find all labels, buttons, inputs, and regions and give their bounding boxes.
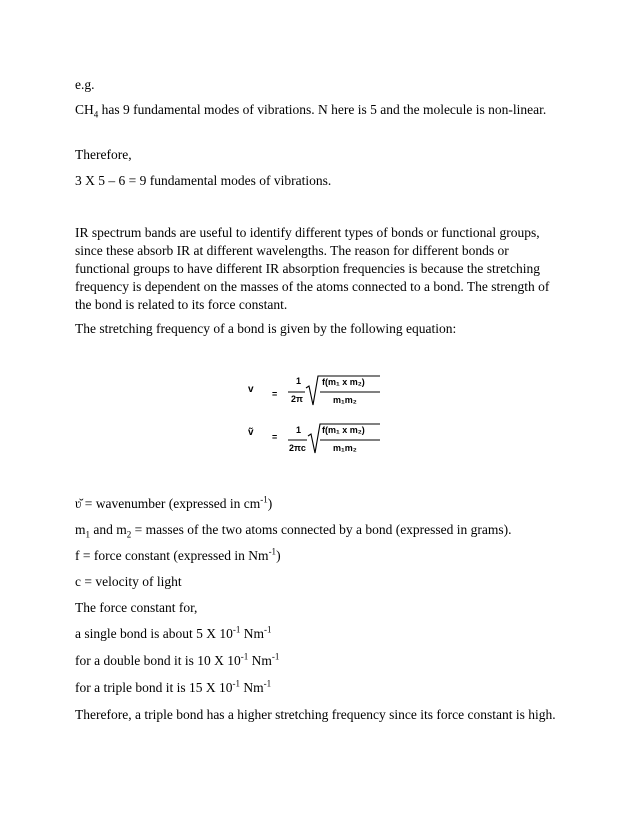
def-wavenumber: ʋ̆ = wavenumber (expressed in $cm^{-1}$) — [75, 494, 273, 511]
eq2-lhs: ṽ — [248, 427, 254, 438]
ch4-text: has 9 fundamental modes of vibrations. N here is 5 and the molecule is non-linear. — [98, 102, 547, 117]
eq2-inner-den: m₁m₂ — [333, 443, 357, 453]
eq2-equals: = — [272, 432, 278, 442]
conclusion: Therefore, a triple bond has a higher stretching frequency since its force constant is high. — [75, 707, 556, 722]
double-bond: for a double bond it is 10 X $10^{-1}$ $Nm^{-1}$ — [75, 651, 280, 668]
triple-bond: for a triple bond it is 15 X $10^{-1}$ $Nm^{-1}$ — [75, 678, 272, 695]
eg-label: e.g. — [75, 77, 95, 92]
eq1-inner-den: m₁m₂ — [333, 395, 357, 405]
eq2-inner-num: f(m₁ x m₂) — [322, 425, 365, 435]
ch4-statement — [75, 101, 565, 119]
eq2-num: 1 — [296, 425, 302, 435]
eq1-lhs: v — [248, 384, 254, 395]
def-masses: $m_1$ and $m_2$ = masses of the two atoms connected by a bond (expressed in grams). — [75, 522, 512, 540]
def-velocity: c = velocity of light — [75, 574, 182, 589]
ch4-formula: CH — [75, 102, 94, 117]
modes-calculation: 3 X 5 – 6 = 9 fundamental modes of vibrations. — [75, 173, 332, 188]
ir-paragraph: IR spectrum bands are useful to identify different types of bonds or functional groups, since these absorb IR at different wavelengths. The reason for different bonds or functional groups to have different IR absorption frequencies is because the stretching frequency is dependent on the masses of the atoms connected to a bond. The strength of the bond is related to its force constant. — [75, 225, 550, 312]
eq1-equals: = — [272, 389, 278, 399]
therefore-1: Therefore, — [75, 147, 132, 162]
eq1-inner-num: f(m₁ x m₂) — [322, 377, 365, 387]
eq2-den: 2πc — [289, 443, 306, 453]
equation-intro: The stretching frequency of a bond is given by the following equation: — [75, 321, 457, 336]
def-force: f = force constant (expressed in $Nm^{-1}$) — [75, 546, 281, 563]
eq1-den: 2π — [291, 394, 303, 404]
single-bond: a single bond is about 5 X $10^{-1}$ $Nm^{-1}$ — [75, 624, 272, 641]
ch4-subscript: 4 — [93, 109, 99, 120]
force-constant-intro: The force constant for, — [75, 600, 198, 615]
eq1-num: 1 — [296, 376, 302, 386]
